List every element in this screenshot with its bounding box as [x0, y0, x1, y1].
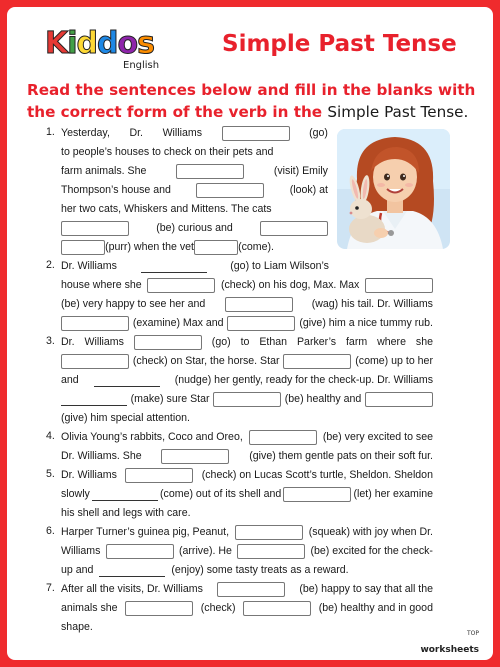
logo-letter: i — [67, 26, 77, 61]
question-5-line-1 — [61, 468, 433, 482]
kiddos-logo — [45, 27, 175, 75]
answer-blank[interactable] — [125, 468, 193, 483]
answer-blank[interactable] — [213, 392, 281, 407]
answer-blank[interactable] — [61, 354, 129, 369]
question-2-line-2 — [61, 278, 433, 292]
answer-blank[interactable] — [196, 183, 264, 198]
answer-blank[interactable] — [365, 392, 433, 407]
text: (be) curious and — [156, 222, 233, 234]
instructions-tense: Simple Past Tense — [327, 103, 464, 121]
question-number: 4. — [46, 430, 55, 442]
answer-blank[interactable] — [92, 487, 158, 501]
text: (arrive). He — [178, 545, 232, 557]
question-5-line-2 — [61, 487, 433, 501]
text: to people’s houses to check on their pets and — [61, 146, 274, 158]
answer-blank[interactable] — [237, 544, 305, 559]
page-title: Simple Past Tense — [222, 31, 457, 57]
question-4-line-1 — [61, 430, 433, 444]
answer-blank[interactable] — [99, 563, 165, 577]
answer-blank[interactable] — [283, 354, 351, 369]
watermark-worksheets: worksheets — [420, 645, 479, 655]
logo-subtitle: English — [123, 60, 160, 71]
question-number: 7. — [46, 582, 55, 594]
text: (check) on his dog, Max. Max — [220, 279, 360, 291]
text: his shell and legs with care. — [61, 507, 191, 519]
question-5-line-3 — [61, 506, 433, 520]
text: (check) — [200, 602, 236, 614]
text: (check) on Star, the horse. Star — [132, 355, 280, 367]
question-3-line-2 — [61, 354, 433, 368]
logo-letter: d — [97, 26, 118, 61]
text: (be) excited for the check- — [310, 545, 433, 557]
text: (give) him special attention. — [61, 412, 190, 424]
text: (be) healthy and — [284, 393, 362, 405]
logo-letter: s — [137, 26, 154, 61]
text: house where she — [61, 279, 142, 291]
question-7-line-1 — [61, 582, 433, 596]
text: she — [415, 336, 433, 348]
text: Parker’s — [296, 336, 337, 348]
answer-blank[interactable] — [260, 221, 328, 236]
question-1-line-4 — [61, 183, 328, 197]
text: Williams — [84, 336, 124, 348]
text: Dr. Williams — [61, 260, 117, 272]
question-1-line-6 — [61, 221, 328, 235]
question-6-line-3 — [61, 563, 433, 577]
question-1-line-5 — [61, 202, 328, 216]
answer-blank[interactable] — [235, 525, 303, 540]
text: (purr) when the vet — [105, 241, 194, 253]
text: to — [240, 336, 250, 348]
text: After all the visits, Dr. Williams — [61, 583, 203, 595]
question-2-line-3 — [61, 297, 433, 311]
text: (go) to Liam Wilson’s — [230, 260, 329, 272]
text: Ethan — [259, 336, 288, 348]
text: (enjoy) some tasty treats as a reward. — [171, 564, 349, 576]
question-3-line-4 — [61, 392, 433, 406]
answer-blank[interactable] — [134, 335, 202, 350]
text: where — [377, 336, 406, 348]
logo-letter: K — [45, 26, 68, 61]
text: (be) healthy and in good — [318, 602, 433, 614]
question-1-line-3 — [61, 164, 328, 178]
watermark-top: TOP — [466, 630, 479, 637]
text: (be) very excited to see — [322, 431, 433, 443]
answer-blank[interactable] — [125, 601, 193, 616]
answer-blank[interactable] — [161, 449, 229, 464]
question-number: 1. — [46, 126, 55, 138]
text: (go) — [211, 336, 231, 348]
logo-letter: d — [76, 26, 98, 61]
answer-blank[interactable] — [249, 430, 317, 445]
answer-blank[interactable] — [243, 601, 311, 616]
answer-blank[interactable] — [106, 544, 174, 559]
question-3-line-3 — [61, 373, 433, 387]
text: Thompson’s house and — [61, 184, 171, 196]
answer-blank[interactable] — [94, 373, 160, 387]
logo-letter: o — [117, 26, 138, 61]
text: Dr. Williams. She — [61, 450, 142, 462]
question-1-line-7 — [61, 240, 274, 254]
text: (come) up to her — [355, 355, 433, 367]
text: up and — [61, 564, 94, 576]
answer-blank[interactable] — [141, 259, 207, 273]
answer-blank[interactable] — [61, 221, 129, 236]
text: Yesterday, — [61, 127, 110, 139]
answer-blank[interactable] — [176, 164, 244, 179]
text: (go) — [309, 127, 328, 139]
text: her two cats, Whiskers and Mittens. The cats — [61, 203, 272, 215]
text: Dr. — [129, 127, 143, 139]
text: and — [61, 374, 79, 386]
text: (make) sure Star — [130, 393, 210, 405]
answer-blank[interactable] — [222, 126, 290, 141]
text: animals she — [61, 602, 118, 614]
answer-blank[interactable] — [61, 392, 127, 406]
text: Olivia Young’s rabbits, Coco and Oreo, — [61, 431, 243, 443]
text: (examine) Max and — [132, 317, 224, 329]
question-number: 5. — [46, 468, 55, 480]
question-number: 6. — [46, 525, 55, 537]
question-6-line-1 — [61, 525, 433, 539]
question-7-line-3 — [61, 620, 433, 634]
text: (squeak) with joy when Dr. — [308, 526, 433, 538]
answer-blank[interactable] — [225, 297, 293, 312]
answer-blank[interactable] — [365, 278, 433, 293]
text: (nudge) her gently, ready for the check-up. Dr. Williams — [174, 374, 433, 386]
answer-blank[interactable] — [61, 240, 105, 255]
text: Williams — [61, 545, 101, 557]
text: (give) him a nice tummy rub. — [299, 317, 433, 329]
question-7-line-2 — [61, 601, 433, 615]
question-number: 3. — [46, 335, 55, 347]
text: (come). — [238, 241, 274, 253]
instructions-text: Read the sentences below and fill in the blanks with the correct form of the verb in the — [27, 81, 476, 121]
text: (come) out of its shell and — [160, 488, 282, 500]
topworksheets-watermark — [420, 630, 479, 656]
text: (let) her examine — [353, 488, 433, 500]
answer-blank[interactable] — [194, 240, 238, 255]
question-3-line-5 — [61, 411, 433, 425]
text: (look) at — [289, 184, 328, 196]
instructions-period: . — [463, 103, 469, 121]
vet-with-bunny-illustration — [337, 129, 450, 249]
text: Dr. — [61, 336, 75, 348]
text: slowly — [61, 488, 90, 500]
worksheet-page — [7, 7, 493, 660]
answer-blank[interactable] — [227, 316, 295, 331]
text: (be) very happy to see her and — [61, 298, 206, 310]
answer-blank[interactable] — [217, 582, 285, 597]
question-2-line-4 — [61, 316, 433, 330]
text: Harper Turner’s guinea pig, Peanut, — [61, 526, 230, 538]
text: (wag) his tail. Dr. Williams — [311, 298, 433, 310]
answer-blank[interactable] — [61, 316, 129, 331]
text: farm — [345, 336, 368, 348]
text: (give) them gentle pats on their soft fur. — [249, 450, 433, 462]
text: (visit) Emily — [273, 165, 328, 177]
question-3-line-1 — [61, 335, 433, 349]
question-1-line-1 — [61, 126, 328, 140]
text: Dr. Williams — [61, 469, 117, 481]
answer-blank[interactable] — [147, 278, 215, 293]
question-4-line-2 — [61, 449, 433, 463]
text: (be) happy to say that all the — [299, 583, 433, 595]
question-number: 2. — [46, 259, 55, 271]
text: (check) on Lucas Scott’s turtle, Sheldon. Sheldon — [201, 469, 433, 481]
text: shape. — [61, 621, 93, 633]
text: Williams — [162, 127, 202, 139]
answer-blank[interactable] — [283, 487, 351, 502]
question-1-line-2 — [61, 145, 328, 159]
question-6-line-2 — [61, 544, 433, 558]
text: farm animals. She — [61, 165, 147, 177]
question-2-line-1 — [61, 259, 329, 273]
instructions — [27, 79, 477, 123]
